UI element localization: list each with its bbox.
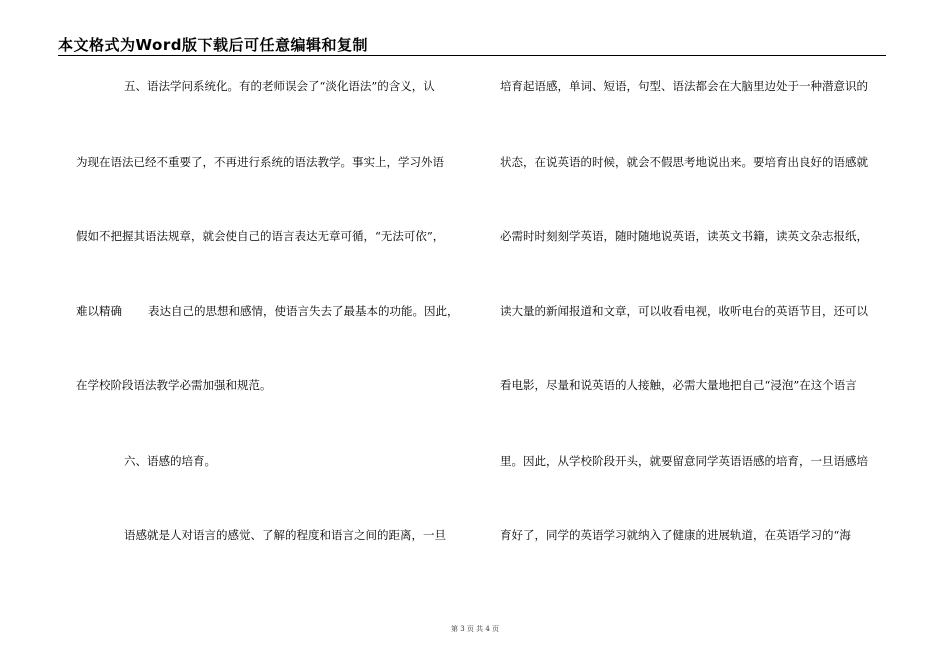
paragraph-line: 必需时时刻刻学英语，随时随地说英语，读英文书籍，读英文杂志报纸， [500, 229, 868, 243]
paragraph-line: 状态，在说英语的时候，就会不假思考地说出来。要培育出良好的语感就 [500, 155, 868, 169]
paragraph-line: 五、语法学问系统化。有的老师误会了“淡化语法”的含义，认 [124, 79, 435, 93]
document-title: 本文格式为Word版下载后可任意编辑和复制 [58, 36, 368, 54]
page-number: 第 3 页 共 4 页 [450, 625, 500, 633]
paragraph-line: 读大量的新闻报道和文章，可以收看电视，收听电台的英语节目，还可以 [500, 304, 868, 318]
header-divider [58, 55, 886, 56]
paragraph-line: 为现在语法已经不重要了，不再进行系统的语法教学。事实上，学习外语 [76, 155, 444, 169]
section-heading: 六、语感的培育。 [124, 454, 216, 468]
paragraph-line: 看电影，尽量和说英语的人接触，必需大量地把自己“浸泡”在这个语言 [500, 378, 857, 392]
paragraph-line: 在学校阶段语法教学必需加强和规范。 [76, 378, 272, 392]
paragraph-line: 育好了，同学的英语学习就纳入了健康的进展轨道，在英语学习的“海 [500, 528, 851, 542]
paragraph-line: 假如不把握其语法规章，就会使自己的语言表达无章可循，“无法可依”， [76, 229, 445, 243]
paragraph-fragment: 表达自己的思想和感情，使语言失去了最基本的功能。因此， [148, 304, 459, 318]
paragraph-line: 里。因此，从学校阶段开头，就要留意同学英语语感的培育，一旦语感培 [500, 454, 868, 468]
paragraph-line: 语感就是人对语言的感觉、了解的程度和语言之间的距离，一旦 [124, 528, 446, 542]
paragraph-fragment: 难以精确 [76, 304, 122, 318]
paragraph-line-split [76, 306, 459, 318]
paragraph-line: 培育起语感，单词、短语，句型、语法都会在大脑里边处于一种潜意识的 [500, 79, 868, 93]
